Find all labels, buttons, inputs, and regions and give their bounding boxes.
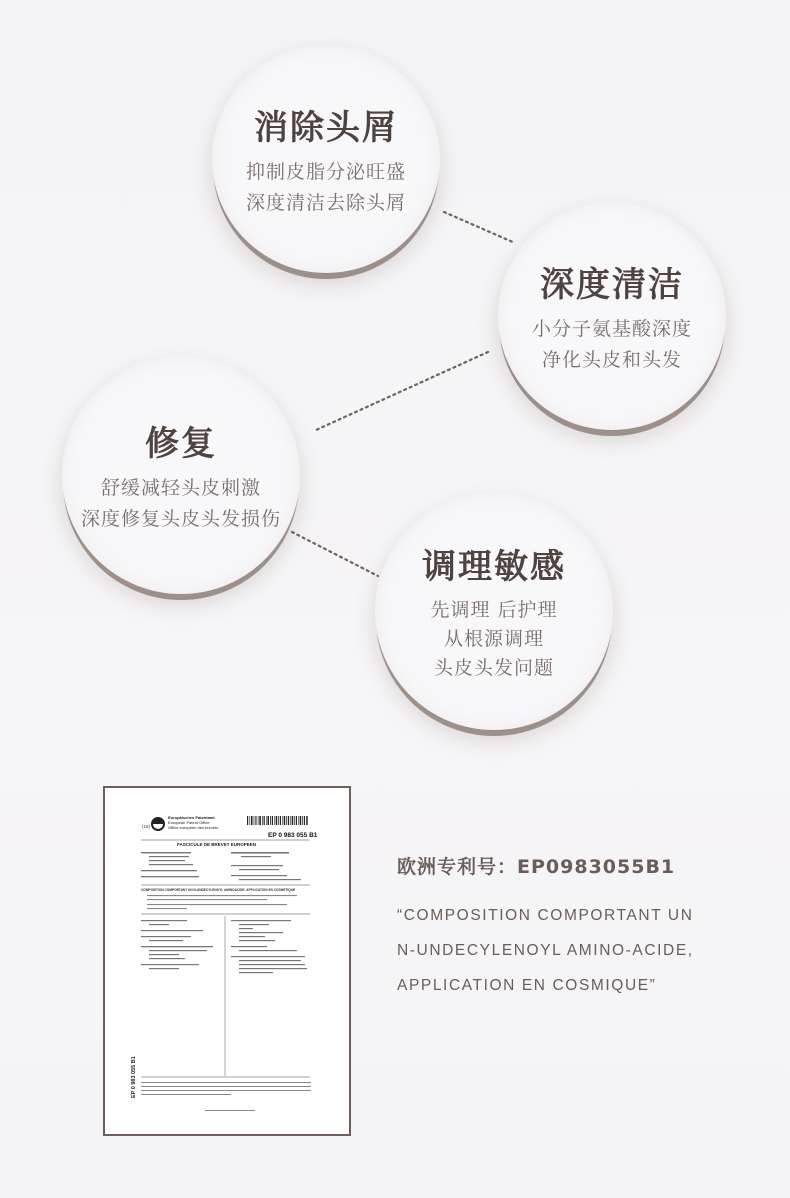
feature-circle-dandruff — [212, 45, 440, 273]
feature-circle-deep-clean — [498, 202, 726, 430]
feature-title: 修复 — [145, 423, 217, 464]
feature-line: 抑制皮脂分泌旺盛 — [245, 160, 406, 183]
doc-number: EP 0 983 055 B1 — [268, 832, 318, 839]
doc-biblio-right — [231, 852, 301, 880]
feature-line: 先调理 后护理 — [430, 599, 558, 621]
feature-title: 消除头屑 — [254, 107, 398, 148]
connector-1 — [444, 212, 515, 243]
feature-line: 小分子氨基酸深度 — [531, 317, 692, 340]
feature-line: 舒缓减轻头皮刺激 — [100, 476, 261, 499]
connector-3 — [292, 532, 378, 576]
connector-2 — [316, 352, 488, 430]
feature-circle-repair — [62, 356, 300, 594]
doc-office: Europäisches Patentamt — [168, 815, 215, 820]
patent-document-image — [103, 786, 351, 1136]
barcode — [247, 816, 308, 825]
doc-side-number: EP 0 983 055 B1 — [131, 1056, 137, 1098]
doc-biblio-left — [141, 852, 199, 877]
epo-logo-icon — [152, 818, 164, 830]
patent-number-title: 欧洲专利号：EP0983055B1 — [397, 856, 676, 878]
feature-line: 从根源调理 — [443, 628, 544, 650]
feature-title: 深度清洁 — [540, 264, 684, 305]
feature-line: 深度清洁去除头屑 — [245, 191, 406, 214]
doc-heading: FASCICULE DE BREVET EUROPEEN — [177, 842, 257, 847]
svg-text:(19): (19) — [142, 824, 151, 829]
doc-office-fr: Office européen des brevets — [168, 825, 219, 830]
feature-circle-soothe — [375, 492, 613, 730]
feature-title: 调理敏感 — [422, 547, 566, 587]
patent-description: “COMPOSITION COMPORTANT UN N-UNDECYLENOYL AMINO-ACIDE, APPLICATION EN COSMIQUE” — [397, 907, 694, 994]
doc-office-en: European Patent Office — [168, 820, 210, 825]
feature-line: 头皮头发问题 — [433, 657, 554, 679]
feature-line: 深度修复头皮头发损伤 — [80, 507, 281, 530]
feature-line: 净化头皮和头发 — [541, 348, 682, 371]
doc-subject: COMPOSITION COMPORTANT UN N-UNDECYLENOYL AMINOACIDE, APPLICATION EN COSMETIQUE — [141, 888, 296, 892]
